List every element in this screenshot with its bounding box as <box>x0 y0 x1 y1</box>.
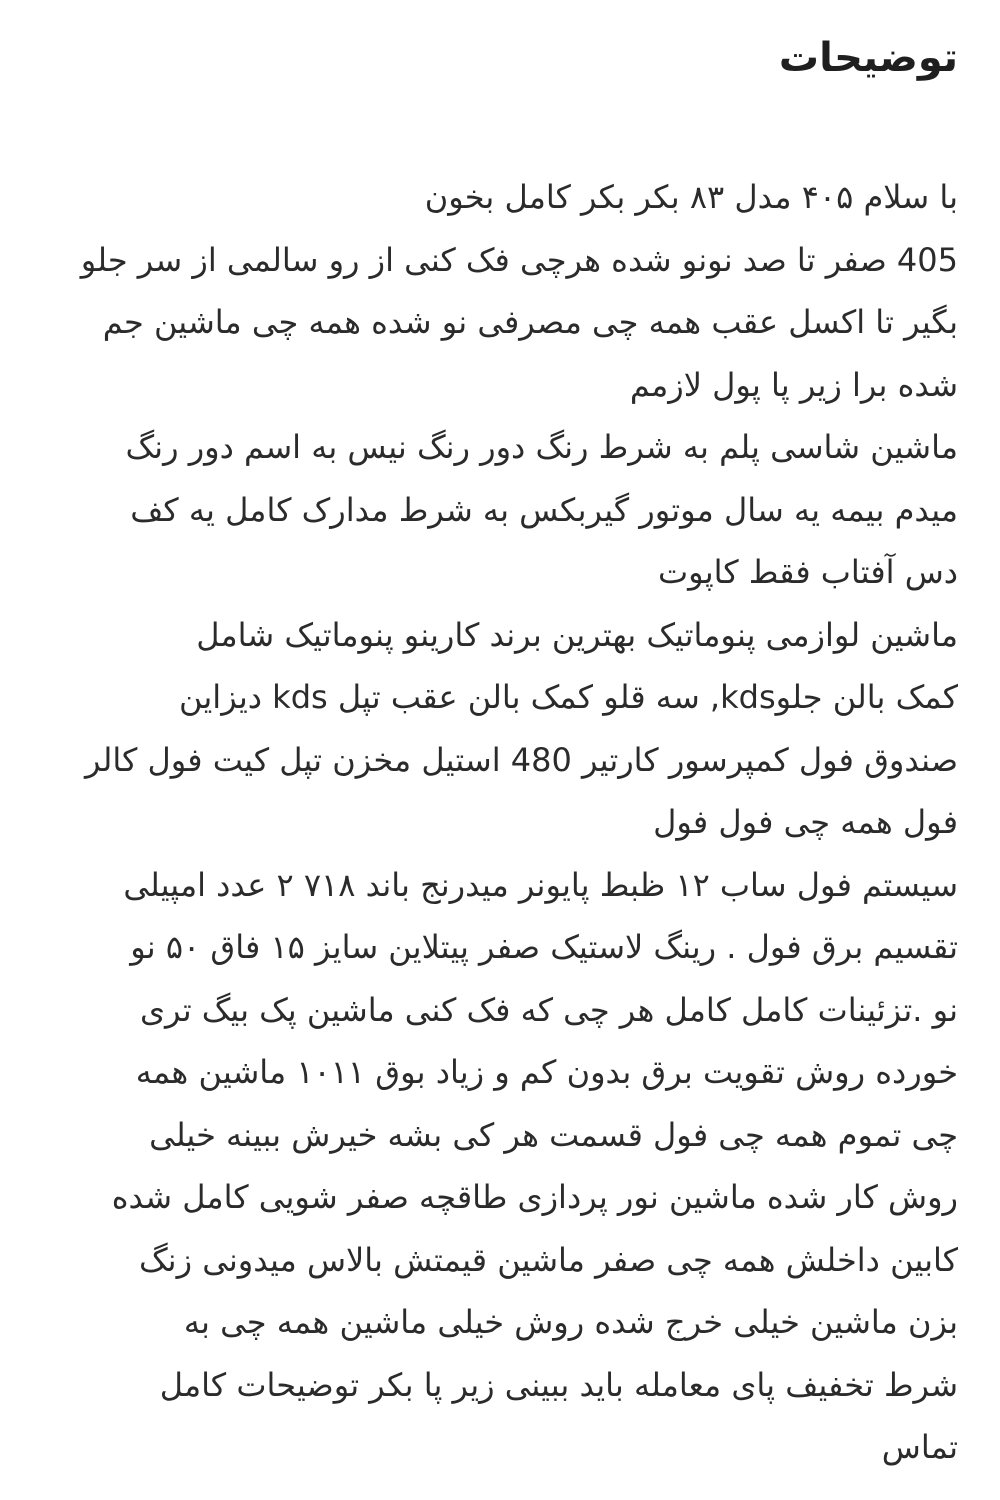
description-line: تماس <box>881 1428 958 1466</box>
description-line: چی تموم همه چی فول قسمت هر کی بشه خیرش ببینه خیلی <box>149 1115 958 1154</box>
description-line: دس آفتاب فقط کاپوت <box>658 553 958 591</box>
description-line: شده برا زیر پا پول لازمم <box>629 365 958 404</box>
description-line: شرط تخفیف پای معامله باید ببینی زیر پا بکر توضیحات کامل <box>159 1365 958 1404</box>
description-line: کابین داخلش همه چی صفر ماشین قیمتش بالاس میدونی زنگ <box>139 1240 958 1279</box>
description-line: صندوق فول کمپرسور کارتیر 480 استیل مخزن تپل کیت فول کالر <box>84 740 958 779</box>
description-line: سیستم فول ساب ۱۲ ظبط پایونر میدرنج باند ۷۱۸ ۲ عدد امپیلی <box>123 865 958 904</box>
description-line: کمک بالن جلوkds, سه قلو کمک بالن عقب تپل kds دیزاین <box>179 678 958 716</box>
description-line: ماشین لوازمی پنوماتیک بهترین برند کارینو پنوماتیک شامل <box>196 615 958 654</box>
description-line: با سلام ۴۰۵ مدل ۸۳ بکر بکر کامل بخون <box>424 178 958 216</box>
description-line: تقسیم برق فول . رینگ لاستیک صفر پیتلاین سایز ۱۵ فاق ۵۰ نو <box>130 928 958 966</box>
description-line: 405 صفر تا صد نونو شده هرچی فک کنی از رو سالمی از سر جلو <box>80 240 958 279</box>
description-line: ماشین شاسی پلم به شرط رنگ دور رنگ نیس به اسم دور رنگ <box>125 428 958 466</box>
description-line: روش کار شده ماشین نور پردازی طاقچه صفر شویی کامل شده <box>111 1178 958 1216</box>
description-line: بزن ماشین خیلی خرج شده روش خیلی ماشین همه چی به <box>183 1303 958 1341</box>
description-line: فول همه چی فول فول <box>653 803 958 841</box>
description-text <box>40 166 958 1479</box>
description-line: بگیر تا اکسل عقب همه چی مصرفی نو شده همه چی ماشین جم <box>102 303 958 341</box>
description-line: خورده روش تقویت برق بدون کم و زیاد بوق ۱۰۱۱ ماشین همه <box>135 1053 958 1091</box>
section-title: توضیحات <box>778 35 958 81</box>
description-line: میدم بیمه یه سال موتور گیربکس به شرط مدارک کامل یه کف <box>130 490 958 529</box>
description-line: نو .تزئینات کامل کامل هر چی که فک کنی ماشین پک بیگ تری <box>140 990 958 1029</box>
